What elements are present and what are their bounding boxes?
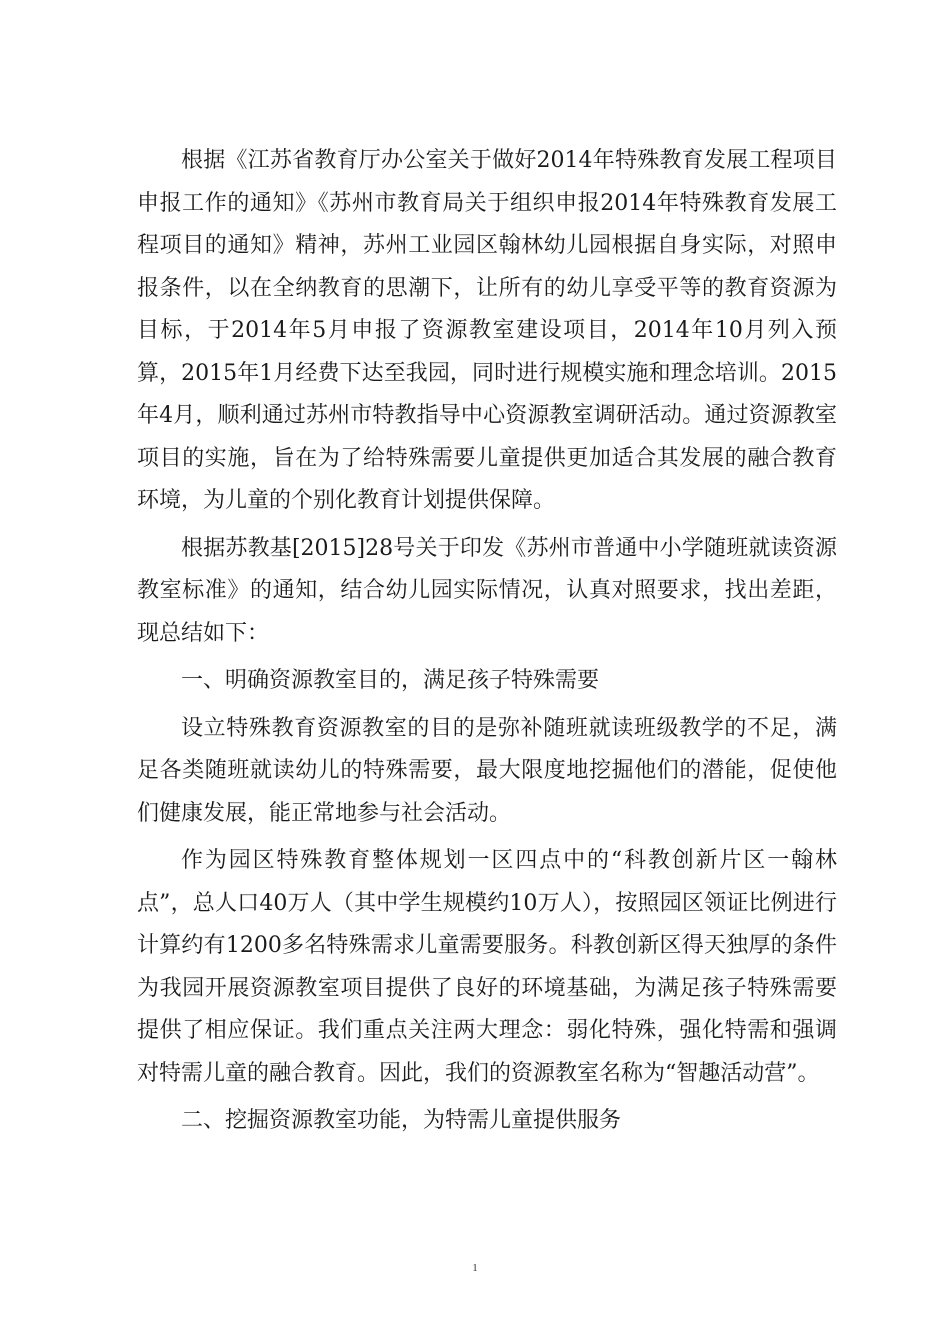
section-heading-1: 一、明确资源教室目的，满足孩子特殊需要 — [181, 668, 600, 693]
document-body — [137, 140, 837, 1148]
paragraph-intro: 根据《江苏省教育厅办公室关于做好2014年特殊教育发展工程项目申报工作的通知》《苏州市教育局关于组织申报2014年特殊教育发展工程项目的通知》精神，苏州工业园区翰林幼儿园根据自身实际，对照申报条件，以在全纳教育的思潮下，让所有的幼儿享受平等的教育资源为目标，于2014年5月申报了资源教室建设项目，2014年10月列入预算，2015年1月经费下达至我园，同时进行规模实施和理念培训。2015年4月，顺利通过苏州市特教指导中心资源教室调研活动。通过资源教室项目的实施，旨在为了给特殊需要儿童提供更加适合其发展的融合教育环境，为儿童的个别化教育计划提供保障。 — [137, 148, 837, 513]
paragraph-standard-notice: 根据苏教基[2015]28号关于印发《苏州市普通中小学随班就读资源教室标准》的通知，结合幼儿园实际情况，认真对照要求，找出差距，现总结如下： — [137, 535, 837, 646]
paragraph-purpose: 设立特殊教育资源教室的目的是弥补随班就读班级教学的不足，满足各类随班就读幼儿的特殊需要，最大限度地挖掘他们的潜能，促使他们健康发展，能正常地参与社会活动。 — [137, 715, 837, 826]
section-heading-2: 二、挖掘资源教室功能，为特需儿童提供服务 — [181, 1108, 622, 1133]
paragraph-planning: 作为园区特殊教育整体规划一区四点中的“科教创新片区一翰林点”，总人口40万人（其中学生规模约10万人），按照园区领证比例进行计算约有1200多名特殊需求儿童需要服务。科教创新区得天独厚的条件为我园开展资源教室项目提供了良好的环境基础，为满足孩子特殊需要提供了相应保证。我们重点关注两大理念：弱化特殊，强化特需和强调对特需儿童的融合教育。因此，我们的资源教室名称为“智趣活动营”。 — [137, 848, 837, 1086]
page-number: 1 — [472, 1262, 478, 1274]
